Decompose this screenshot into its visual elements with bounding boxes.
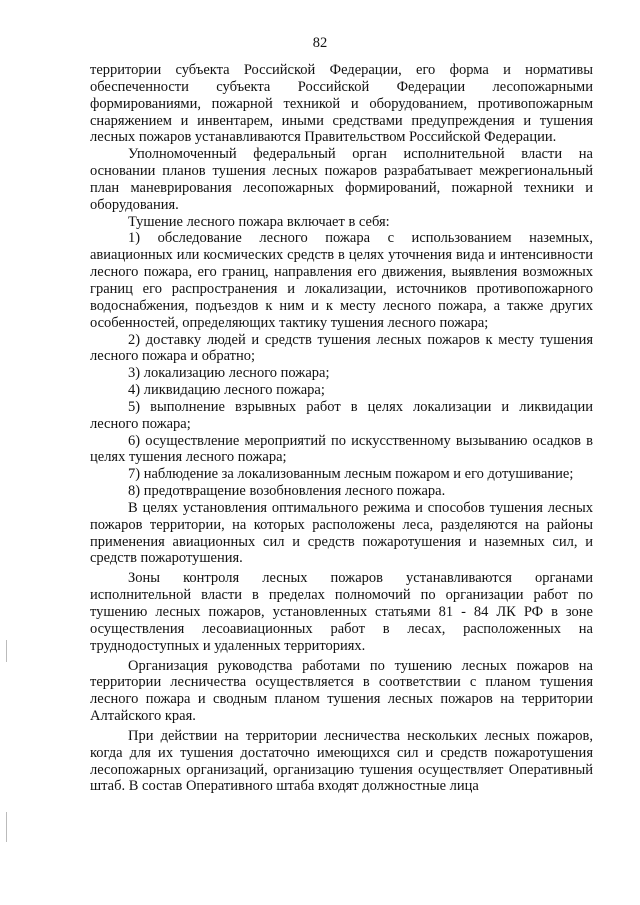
list-item: 1) обследование лесного пожара с использованием наземных, авиационных или космических средств в целях уточнения вида и интенсивности лесного пожара, его границ, направления его движения, выявления возможных границ его распространения и локализации, источников противопожарного водоснабжения, подъездов к ним и к месту лесного пожара, а также других особенностей, определяющих тактику тушения лесного пожара; xyxy=(90,230,593,331)
list-item: 6) осуществление мероприятий по искусственному вызыванию осадков в целях тушения лесного пожара; xyxy=(90,432,593,466)
document-body xyxy=(90,62,593,795)
scan-edge-mark xyxy=(6,812,7,842)
paragraph: Организация руководства работами по тушению лесных пожаров на территории лесничества осуществляется в соответствии с планом тушения лесного пожара и сводным планом тушения лесных пожаров на территории Алтайского края. xyxy=(90,657,593,725)
scan-edge-mark xyxy=(6,640,7,662)
list-item: 2) доставку людей и средств тушения лесных пожаров к месту тушения лесного пожара и обратно; xyxy=(90,331,593,365)
paragraph: В целях установления оптимального режима и способов тушения лесных пожаров территории, на которых расположены леса, разделяются на районы применения авиационных сил и средств пожаротушения и наземных сил, и средств пожаротушения. xyxy=(90,499,593,567)
paragraph: При действии на территории лесничества нескольких лесных пожаров, когда для их тушения достаточно имеющихся сил и средств пожаротушения лесопожарных организаций, организацию тушения осуществляет Оперативный штаб. В состав Оперативного штаба входят должностные лица xyxy=(90,727,593,795)
list-item: 7) наблюдение за локализованным лесным пожаром и его дотушивание; xyxy=(128,466,574,483)
paragraph: Уполномоченный федеральный орган исполнительной власти на основании планов тушения лесных пожаров разрабатывает межрегиональный план маневрирования лесопожарных формирований, пожарной техники и оборудования. xyxy=(90,146,593,213)
list-item: 3) локализацию лесного пожара; xyxy=(128,365,330,382)
paragraph: территории субъекта Российской Федерации, его форма и нормативы обеспеченности субъекта Российской Федерации лесопожарными формированиями, пожарной техникой и оборудованием, противопожарным снаряжением и инвентарем, иными средствами предупреждения и тушения лесных пожаров устанавливаются Правительством Российской Федерации. xyxy=(90,62,593,146)
list-item: 8) предотвращение возобновления лесного пожара. xyxy=(128,483,446,500)
paragraph: Тушение лесного пожара включает в себя: xyxy=(128,213,390,230)
page-number: 82 xyxy=(312,35,328,51)
list-item: 4) ликвидацию лесного пожара; xyxy=(128,382,325,399)
list-item: 5) выполнение взрывных работ в целях локализации и ликвидации лесного пожара; xyxy=(90,398,593,432)
paragraph: Зоны контроля лесных пожаров устанавливаются органами исполнительной власти в пределах полномочий по организации работ по тушению лесных пожаров, установленных статьями 81 - 84 ЛК РФ в зоне осуществления лесоавиационных работ в лесах, расположенных на труднодоступных и удаленных территориях. xyxy=(90,570,593,654)
